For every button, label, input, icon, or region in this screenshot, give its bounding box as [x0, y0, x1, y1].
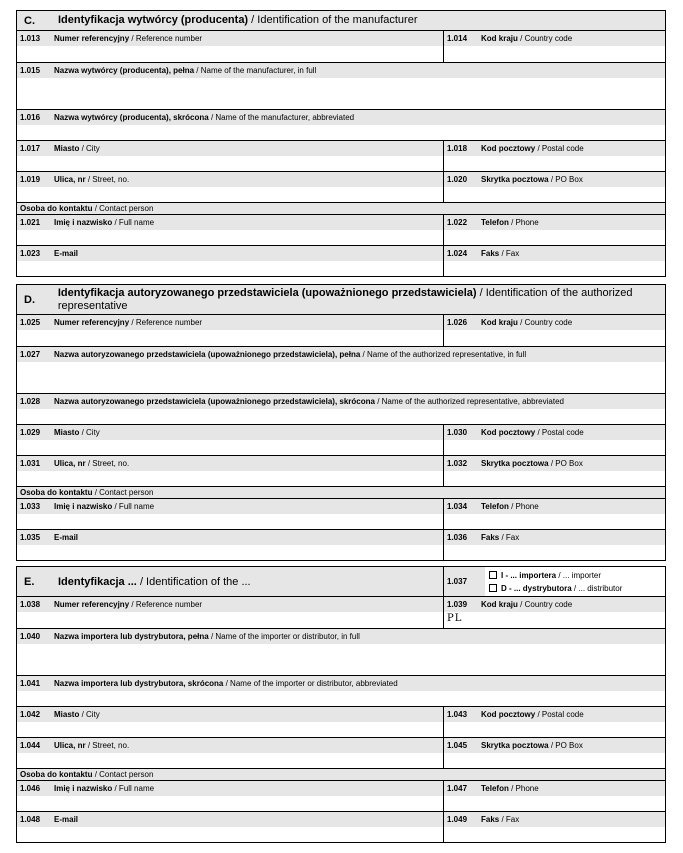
- field-full-name[interactable]: 1.046 Imię i nazwisko / Full name: [17, 781, 444, 811]
- field-phone[interactable]: 1.022 Telefon / Phone: [444, 215, 665, 245]
- importer-checkbox[interactable]: [489, 571, 497, 579]
- section-c-manufacturer: [16, 10, 666, 277]
- field-street[interactable]: 1.044 Ulica, nr / Street, no.: [17, 738, 444, 768]
- field-email[interactable]: 1.035 E-mail: [17, 530, 444, 560]
- section-c-title: Identyfikacja wytwórcy (producenta) / Identification of the manufacturer: [58, 14, 418, 26]
- country-code-value: PL: [447, 613, 463, 624]
- field-full-name[interactable]: 1.021 Imię i nazwisko / Full name: [17, 215, 444, 245]
- field-phone[interactable]: 1.034 Telefon / Phone: [444, 499, 665, 529]
- field-reference-number[interactable]: 1.025 Numer referencyjny / Reference number: [17, 315, 444, 346]
- field-po-box[interactable]: 1.020 Skrytka pocztowa / PO Box: [444, 172, 665, 202]
- contact-person-header: Osoba do kontaktu / Contact person: [17, 769, 665, 781]
- field-reference-number[interactable]: 1.013 Numer referencyjny / Reference number: [17, 31, 444, 62]
- role-option-distributor[interactable]: D - ... dystrybutora / ... distributor: [489, 582, 622, 595]
- field-phone[interactable]: 1.047 Telefon / Phone: [444, 781, 665, 811]
- field-city[interactable]: 1.042 Miasto / City: [17, 707, 444, 737]
- role-option-importer[interactable]: I - ... importera / ... importer: [489, 569, 622, 582]
- section-c-letter: C.: [24, 14, 35, 27]
- field-country-code[interactable]: 1.039 Kod kraju / Country code PL: [444, 597, 665, 628]
- field-manufacturer-name-full[interactable]: 1.015 Nazwa wytwórcy (producenta), pełna / Name of the manufacturer, in full: [17, 63, 665, 109]
- field-representative-name-full[interactable]: 1.027 Nazwa autoryzowanego przedstawiciela (upoważnionego przedstawiciela), pełna / Name of the authorized representative, in full: [17, 347, 665, 393]
- section-c-header: [17, 11, 665, 31]
- field-importer-name-full[interactable]: 1.040 Nazwa importera lub dystrybutora, pełna / Name of the importer or distributor, in full: [17, 629, 665, 675]
- field-postal-code[interactable]: 1.043 Kod pocztowy / Postal code: [444, 707, 665, 737]
- field-fax[interactable]: 1.036 Faks / Fax: [444, 530, 665, 560]
- distributor-checkbox[interactable]: [489, 584, 497, 592]
- section-d-header: [17, 285, 665, 315]
- field-street[interactable]: 1.031 Ulica, nr / Street, no.: [17, 456, 444, 486]
- field-importer-name-abbreviated[interactable]: 1.041 Nazwa importera lub dystrybutora, skrócona / Name of the importer or distributor, abbreviated: [17, 676, 665, 706]
- field-fax[interactable]: 1.049 Faks / Fax: [444, 812, 665, 842]
- section-e-header: [17, 567, 444, 596]
- field-po-box[interactable]: 1.032 Skrytka pocztowa / PO Box: [444, 456, 665, 486]
- field-city[interactable]: 1.029 Miasto / City: [17, 425, 444, 455]
- field-full-name[interactable]: 1.033 Imię i nazwisko / Full name: [17, 499, 444, 529]
- field-role: [444, 567, 665, 596]
- field-fax[interactable]: 1.024 Faks / Fax: [444, 246, 665, 276]
- section-d-letter: D.: [24, 293, 35, 306]
- field-role-number: 1.037: [444, 567, 485, 596]
- field-country-code[interactable]: 1.026 Kod kraju / Country code: [444, 315, 665, 346]
- section-e-title: Identyfikacja ... / Identification of the ...: [58, 575, 251, 588]
- field-postal-code[interactable]: 1.030 Kod pocztowy / Postal code: [444, 425, 665, 455]
- field-representative-name-abbreviated[interactable]: 1.028 Nazwa autoryzowanego przedstawiciela (upoważnionego przedstawiciela), skrócona / Name of the authorized representative, abbreviated: [17, 394, 665, 424]
- field-manufacturer-name-abbreviated[interactable]: 1.016 Nazwa wytwórcy (producenta), skrócona / Name of the manufacturer, abbreviated: [17, 110, 665, 140]
- section-d-authorized-representative: [16, 284, 666, 561]
- section-d-title: Identyfikacja autoryzowanego przedstawiciela (upoważnionego przedstawiciela) / Identification of the authorized representative: [57, 286, 633, 312]
- field-reference-number[interactable]: 1.038 Numer referencyjny / Reference number: [17, 597, 444, 628]
- field-email[interactable]: 1.023 E-mail: [17, 246, 444, 276]
- contact-person-header: Osoba do kontaktu / Contact person: [17, 203, 665, 215]
- field-postal-code[interactable]: 1.018 Kod pocztowy / Postal code: [444, 141, 665, 171]
- field-city[interactable]: 1.017 Miasto / City: [17, 141, 444, 171]
- field-po-box[interactable]: 1.045 Skrytka pocztowa / PO Box: [444, 738, 665, 768]
- section-e-letter: E.: [24, 575, 35, 588]
- contact-person-header: Osoba do kontaktu / Contact person: [17, 487, 665, 499]
- field-street[interactable]: 1.019 Ulica, nr / Street, no.: [17, 172, 444, 202]
- field-country-code[interactable]: 1.014 Kod kraju / Country code: [444, 31, 665, 62]
- field-email[interactable]: 1.048 E-mail: [17, 812, 444, 842]
- section-e-importer-distributor: [16, 566, 666, 843]
